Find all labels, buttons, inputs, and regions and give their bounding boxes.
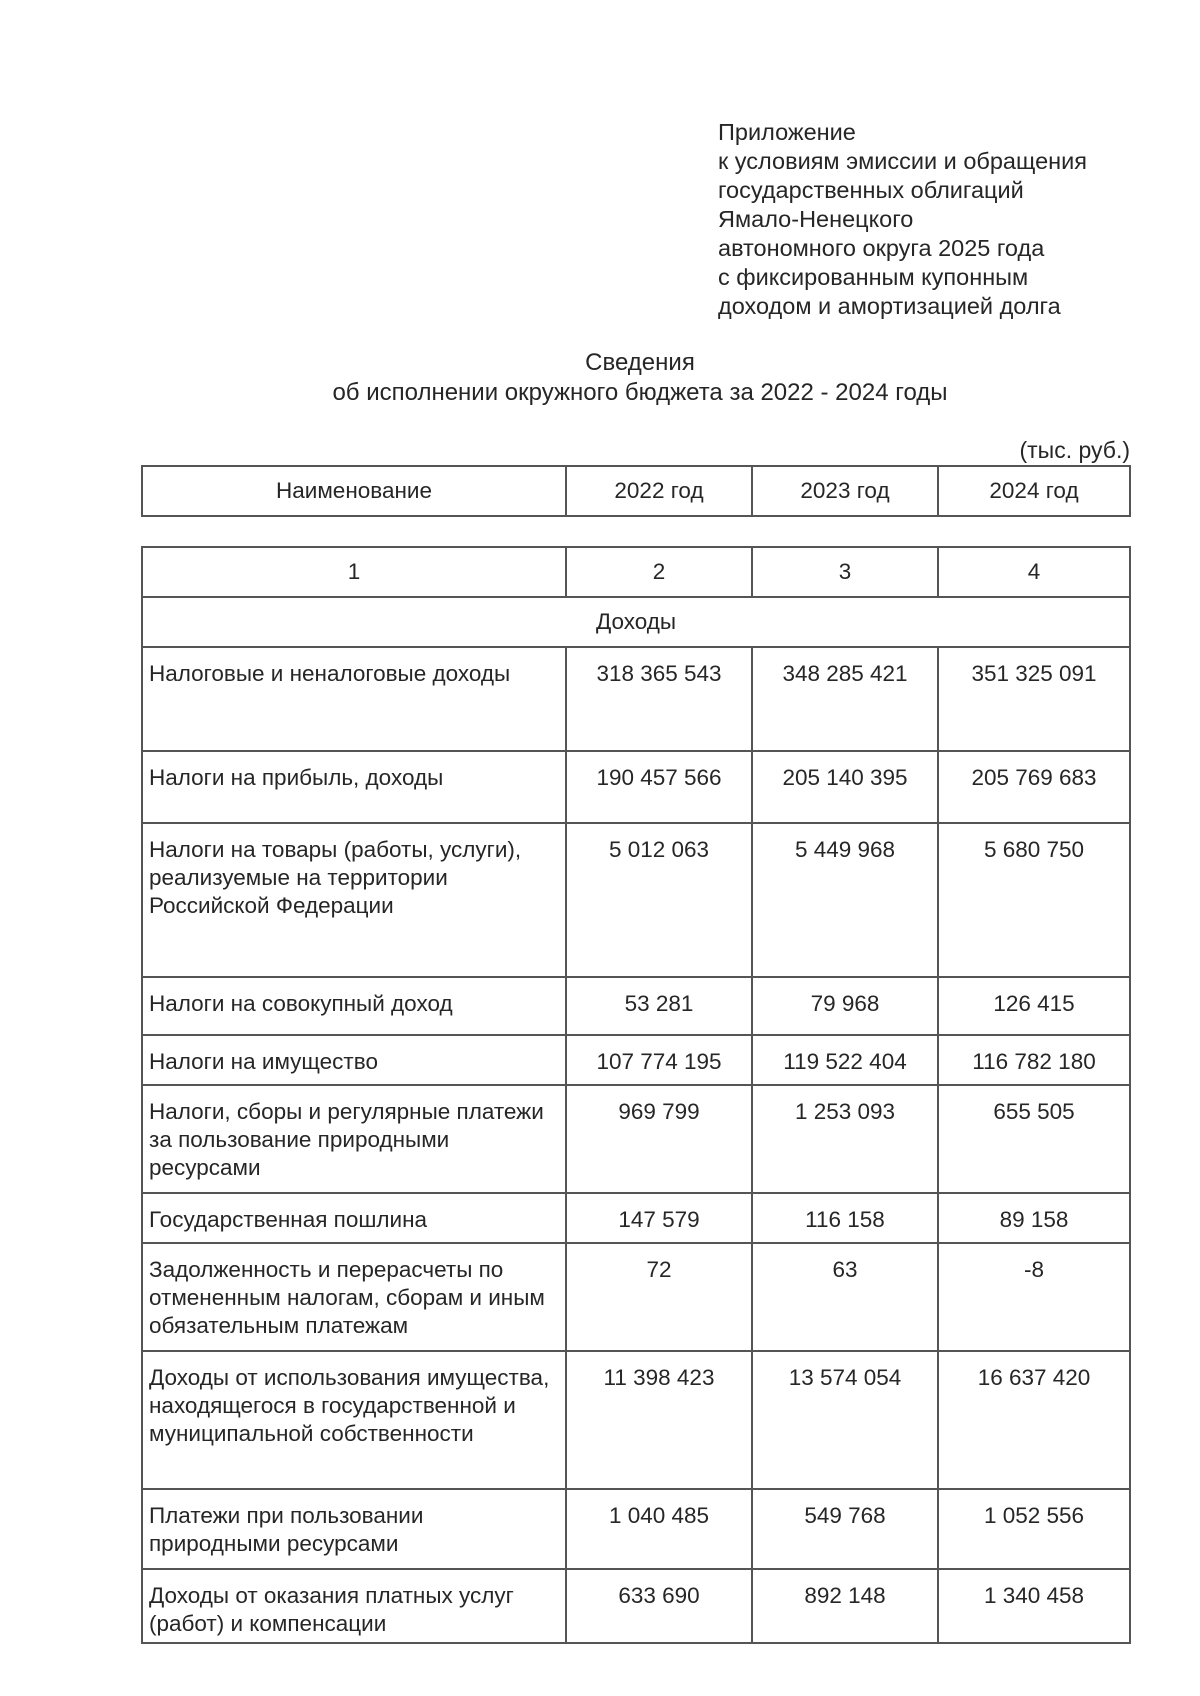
column-number: 4 bbox=[938, 547, 1130, 597]
value-2023: 116 158 bbox=[752, 1193, 938, 1243]
budget-table bbox=[141, 546, 1131, 1644]
value-2024: 1 052 556 bbox=[938, 1489, 1130, 1569]
value-2024: 89 158 bbox=[938, 1193, 1130, 1243]
document-title bbox=[200, 348, 1080, 408]
table-row bbox=[142, 977, 1130, 1035]
appendix-line: с фиксированным купонным bbox=[718, 264, 1029, 290]
table-row bbox=[142, 1489, 1130, 1569]
value-2022: 1 040 485 bbox=[566, 1489, 752, 1569]
table-row bbox=[142, 751, 1130, 823]
value-2024: 205 769 683 bbox=[938, 751, 1130, 823]
value-2023: 1 253 093 bbox=[752, 1085, 938, 1193]
value-2023: 63 bbox=[752, 1243, 938, 1351]
row-name: Налоги на прибыль, доходы bbox=[142, 751, 566, 823]
value-2024: 16 637 420 bbox=[938, 1351, 1130, 1489]
section-title: Доходы bbox=[142, 597, 1130, 647]
table-row bbox=[142, 1035, 1130, 1085]
value-2022: 969 799 bbox=[566, 1085, 752, 1193]
column-number: 3 bbox=[752, 547, 938, 597]
value-2022: 147 579 bbox=[566, 1193, 752, 1243]
header-cell-2023: 2023 год bbox=[752, 466, 938, 516]
row-name: Доходы от использования имущества, находящегося в государственной и муниципальной собственности bbox=[142, 1351, 566, 1489]
row-name: Налоги на совокупный доход bbox=[142, 977, 566, 1035]
value-2022: 53 281 bbox=[566, 977, 752, 1035]
value-2023: 119 522 404 bbox=[752, 1035, 938, 1085]
value-2023: 892 148 bbox=[752, 1569, 938, 1643]
value-2022: 11 398 423 bbox=[566, 1351, 752, 1489]
appendix-line: государственных облигаций bbox=[718, 177, 1024, 203]
row-name: Налоги на имущество bbox=[142, 1035, 566, 1085]
row-name: Налоги, сборы и регулярные платежи за пользование природными ресурсами bbox=[142, 1085, 566, 1193]
row-name: Государственная пошлина bbox=[142, 1193, 566, 1243]
value-2023: 79 968 bbox=[752, 977, 938, 1035]
table-row bbox=[142, 1351, 1130, 1489]
value-2022: 318 365 543 bbox=[566, 647, 752, 751]
header-row bbox=[142, 466, 1130, 516]
table-row bbox=[142, 1085, 1130, 1193]
header-cell-name: Наименование bbox=[142, 466, 566, 516]
appendix-line: к условиям эмиссии и обращения bbox=[718, 148, 1087, 174]
header-cell-2022: 2022 год bbox=[566, 466, 752, 516]
table-row bbox=[142, 1193, 1130, 1243]
header-cell-2024: 2024 год bbox=[938, 466, 1130, 516]
table-row bbox=[142, 1569, 1130, 1643]
value-2024: 126 415 bbox=[938, 977, 1130, 1035]
value-2023: 205 140 395 bbox=[752, 751, 938, 823]
row-name: Задолженность и перерасчеты по отмененным налогам, сборам и иным обязательным платежам bbox=[142, 1243, 566, 1351]
row-name: Налоги на товары (работы, услуги), реализуемые на территории Российской Федерации bbox=[142, 823, 566, 977]
appendix-block bbox=[718, 118, 1158, 321]
value-2024: 116 782 180 bbox=[938, 1035, 1130, 1085]
appendix-line: автономного округа 2025 года bbox=[718, 235, 1045, 261]
value-2022: 633 690 bbox=[566, 1569, 752, 1643]
value-2023: 348 285 421 bbox=[752, 647, 938, 751]
value-2023: 5 449 968 bbox=[752, 823, 938, 977]
table-header bbox=[141, 465, 1131, 517]
appendix-line: Ямало-Ненецкого bbox=[718, 206, 914, 232]
section-row bbox=[142, 597, 1130, 647]
appendix-line: Приложение bbox=[718, 119, 856, 145]
value-2024: 5 680 750 bbox=[938, 823, 1130, 977]
value-2024: 1 340 458 bbox=[938, 1569, 1130, 1643]
value-2022: 5 012 063 bbox=[566, 823, 752, 977]
value-2023: 13 574 054 bbox=[752, 1351, 938, 1489]
row-name: Платежи при пользовании природными ресурсами bbox=[142, 1489, 566, 1569]
value-2024: 655 505 bbox=[938, 1085, 1130, 1193]
value-2023: 549 768 bbox=[752, 1489, 938, 1569]
column-number: 1 bbox=[142, 547, 566, 597]
value-2022: 107 774 195 bbox=[566, 1035, 752, 1085]
document-title-line1: Сведения bbox=[585, 349, 695, 376]
value-2024: -8 bbox=[938, 1243, 1130, 1351]
appendix-line: доходом и амортизацией долга bbox=[718, 293, 1061, 319]
units-note: (тыс. руб.) bbox=[1019, 437, 1130, 463]
table-row bbox=[142, 1243, 1130, 1351]
table-row bbox=[142, 823, 1130, 977]
value-2022: 190 457 566 bbox=[566, 751, 752, 823]
document-title-line2: об исполнении окружного бюджета за 2022 - 2024 годы bbox=[332, 379, 948, 406]
value-2022: 72 bbox=[566, 1243, 752, 1351]
row-name: Доходы от оказания платных услуг (работ) и компенсации bbox=[142, 1569, 566, 1643]
column-number-row bbox=[142, 547, 1130, 597]
table-row bbox=[142, 647, 1130, 751]
column-number: 2 bbox=[566, 547, 752, 597]
value-2024: 351 325 091 bbox=[938, 647, 1130, 751]
row-name: Налоговые и неналоговые доходы bbox=[142, 647, 566, 751]
